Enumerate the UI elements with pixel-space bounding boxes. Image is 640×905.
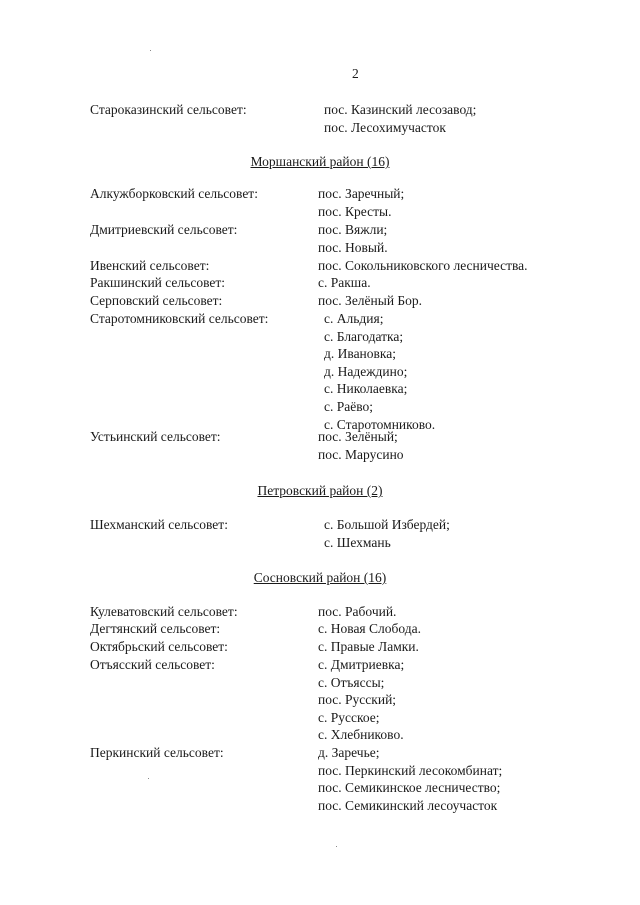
place-name: с. Хлебниково. (318, 727, 404, 743)
place-name: с. Ракша. (318, 275, 371, 290)
place-list (318, 221, 388, 256)
council-name: Отъясский сельсовет: (90, 657, 215, 672)
place-list (324, 101, 476, 136)
council-name: Ракшинский сельсовет: (90, 275, 225, 290)
place-list (318, 292, 422, 310)
place-name: пос. Новый. (318, 239, 388, 255)
place-name: с. Большой Избердей; (324, 517, 450, 532)
place-name: пос. Зелёный; (318, 429, 398, 444)
scan-speck (336, 846, 337, 847)
place-name: пос. Зелёный Бор. (318, 293, 423, 308)
place-list (318, 428, 404, 463)
place-list (318, 638, 419, 656)
place-name: с. Благодатка; (324, 328, 404, 344)
place-list (324, 516, 450, 551)
place-list (324, 310, 435, 433)
place-name: с. Раёво; (324, 398, 374, 414)
place-name: с. Правые Ламки. (318, 639, 419, 654)
place-list (318, 744, 502, 814)
page-number: 2 (352, 66, 359, 81)
place-name: с. Николаевка; (324, 381, 408, 397)
place-name: д. Надеждино; (324, 363, 408, 379)
place-name: пос. Кресты. (318, 203, 392, 219)
place-name: пос. Вяжли; (318, 222, 388, 237)
district-heading: Моршанский район (16) (250, 154, 390, 169)
scan-speck (148, 778, 149, 779)
place-list (318, 257, 528, 275)
council-name: Ивенский сельсовет: (90, 258, 210, 273)
place-name: с. Отъяссы; (318, 674, 385, 690)
council-name: Дегтянский сельсовет: (90, 621, 221, 636)
place-list (318, 620, 421, 638)
place-list (318, 274, 371, 292)
council-name: Серповский сельсовет: (90, 293, 223, 308)
place-name: д. Ивановка; (324, 346, 397, 362)
council-name: Октябрьский сельсовет: (90, 639, 228, 654)
place-name: пос. Семикинское лесничество; (318, 780, 501, 796)
place-name: с. Старотомниково. (324, 416, 436, 432)
scan-speck (150, 50, 151, 51)
council-name: Староказинский сельсовет: (90, 102, 247, 117)
place-list (318, 656, 404, 744)
place-name: с. Русское; (318, 709, 380, 725)
place-name: пос. Сокольниковского лесничества. (318, 258, 528, 273)
place-name: пос. Русский; (318, 692, 397, 708)
place-name: с. Новая Слобода. (318, 621, 421, 636)
place-name: пос. Заречный; (318, 186, 405, 201)
council-name: Шехманский сельсовет: (90, 517, 228, 532)
place-name: с. Альдия; (324, 311, 384, 326)
district-heading: Сосновский район (16) (253, 570, 387, 585)
place-name: пос. Марусино (318, 446, 404, 462)
council-name: Алкужборковский сельсовет: (90, 186, 258, 201)
council-name: Кулеватовский сельсовет: (90, 604, 238, 619)
district-heading: Петровский район (2) (257, 483, 383, 498)
place-name: пос. Рабочий. (318, 604, 397, 619)
place-name: д. Заречье; (318, 745, 380, 760)
place-name: с. Дмитриевка; (318, 657, 405, 672)
place-name: пос. Перкинский лесокомбинат; (318, 762, 503, 778)
place-list (318, 603, 396, 621)
place-name: пос. Семикинский лесоучасток (318, 797, 498, 813)
place-name: пос. Лесохимучасток (324, 119, 446, 135)
place-list (318, 185, 404, 220)
place-name: пос. Казинский лесозавод; (324, 102, 477, 117)
place-name: с. Шехмань (324, 534, 391, 550)
council-name: Старотомниковский сельсовет: (90, 311, 269, 326)
council-name: Дмитриевский сельсовет: (90, 222, 238, 237)
council-name: Перкинский сельсовет: (90, 745, 224, 760)
council-name: Устьинский сельсовет: (90, 429, 221, 444)
